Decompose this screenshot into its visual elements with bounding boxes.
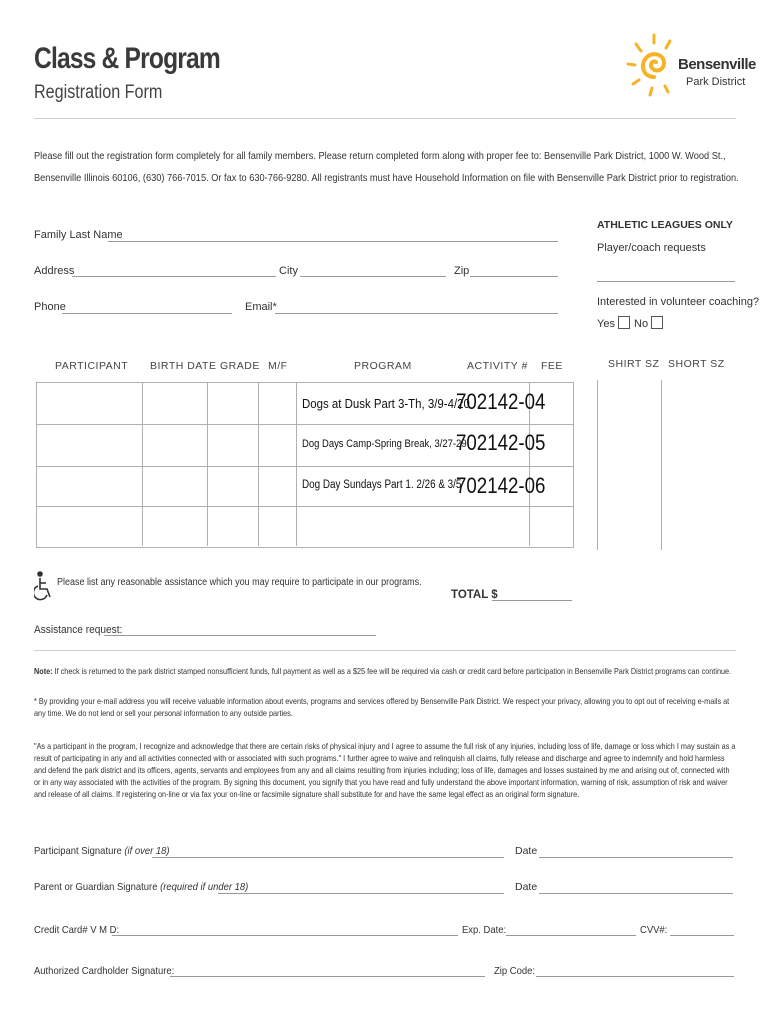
participant-signature-text: Participant Signature xyxy=(34,845,122,857)
authorized-signature-field[interactable] xyxy=(170,976,485,977)
volunteer-yes-checkbox[interactable] xyxy=(618,316,630,329)
address-label: Address xyxy=(34,265,75,277)
col-participant: PARTICIPANT xyxy=(55,360,129,372)
family-last-name-label: Family Last Name xyxy=(34,229,123,241)
credit-card-field[interactable] xyxy=(112,935,458,936)
volunteer-no-checkbox[interactable] xyxy=(651,316,663,329)
col-divider xyxy=(258,382,259,546)
col-mf: M/F xyxy=(268,360,288,372)
volunteer-no-label: No xyxy=(634,318,649,330)
nsf-note-text: If check is returned to the park district stamped nonsufficient funds, full payment as well as a $25 fee will be required via cash or credit card before participation in Bensenville Park District programs can continue. xyxy=(52,666,732,676)
row-2-program: Dog Days Camp-Spring Break, 3/27-29 xyxy=(302,438,467,450)
exp-date-label: Exp. Date: xyxy=(462,924,507,936)
row-divider xyxy=(36,506,573,507)
email-field[interactable] xyxy=(275,313,558,314)
logo-name: Bensenville xyxy=(678,56,756,73)
participant-signature-label xyxy=(34,845,170,857)
parent-signature-label xyxy=(34,881,248,893)
col-birth-date: BIRTH DATE xyxy=(150,360,217,372)
shirt-col-divider xyxy=(661,380,662,550)
row-2-activity: 702142-05 xyxy=(456,430,546,455)
participant-date-label: Date xyxy=(515,845,538,857)
volunteer-question: Interested in volunteer coaching? xyxy=(597,296,760,308)
nsf-note xyxy=(34,665,732,677)
zip-label: Zip xyxy=(454,265,470,277)
shirt-col-left xyxy=(597,380,598,550)
bensenville-logo xyxy=(626,32,756,102)
volunteer-yes[interactable] xyxy=(597,316,630,330)
assistance-note: Please list any reasonable assistance which you may require to participate in our programs. xyxy=(57,577,422,588)
city-field[interactable] xyxy=(300,276,446,277)
row-3-activity: 702142-06 xyxy=(456,473,546,498)
family-last-name-field[interactable] xyxy=(108,241,558,242)
row-3-program: Dog Day Sundays Part 1. 2/26 & 3/5 xyxy=(302,479,462,491)
phone-label: Phone xyxy=(34,301,66,313)
waiver-text: "As a participant in the program, I recognize and acknowledge that there are certain risks of physical injury and I agree to assume the full risk of any injuries, including loss of life, damage or loss which I may sustain as a result of participating in any and all activities connected with or associated with such programs." I further agree to waive and relinquish all claims, fully release and discharge and agree to indemnify and hold harmless and defend the park district and its officers, agents, servants and employees from any and all claims resulting from injuries including; loss of life, damages and losses sustained by me and arising out of, connected with or in any way associated with the activities of the program. By signing this document, you signify that you have read and fully understand the above important information, warning of risk, assumption of risk and waiver and release of all claims. If registering on-line or via fax your on-line or facsimile signature shall substitute for and have the same legal effect as an original form signature. xyxy=(34,741,736,799)
zip-code-field[interactable] xyxy=(536,976,734,977)
col-shirt-size: SHIRT SZ xyxy=(608,358,660,370)
logo-subname: Park District xyxy=(686,76,746,88)
cvv-label: CVV#: xyxy=(640,924,668,936)
form-subtitle: Registration Form xyxy=(34,82,163,103)
volunteer-yes-label: Yes xyxy=(597,318,615,330)
wheelchair-icon xyxy=(34,571,52,603)
player-coach-label: Player/coach requests xyxy=(597,242,706,254)
zip-field[interactable] xyxy=(470,276,558,277)
participant-date-field[interactable] xyxy=(539,857,733,858)
col-program: PROGRAM xyxy=(354,360,412,372)
cvv-field[interactable] xyxy=(670,935,734,936)
form-title: Class & Program xyxy=(34,42,220,75)
col-divider xyxy=(207,382,208,546)
participant-signature-field[interactable] xyxy=(152,857,504,858)
sun-swirl-icon xyxy=(626,32,686,102)
authorized-signature-label: Authorized Cardholder Signature: xyxy=(34,965,175,977)
col-activity: ACTIVITY # xyxy=(467,360,528,372)
email-label: Email* xyxy=(245,301,277,313)
volunteer-no[interactable] xyxy=(634,316,663,330)
player-coach-field[interactable] xyxy=(597,281,735,282)
col-grade: GRADE xyxy=(220,360,260,372)
participant-signature-note: (if over 18) xyxy=(121,845,170,857)
assistance-request-label: Assistance request: xyxy=(34,624,123,636)
total-label: TOTAL $ xyxy=(451,589,498,601)
col-divider xyxy=(142,382,143,546)
row-1-program: Dogs at Dusk Part 3-Th, 3/9-4/20 xyxy=(302,396,470,411)
col-divider xyxy=(296,382,297,546)
col-short-size: SHORT SZ xyxy=(668,358,725,370)
parent-signature-note: (required if under 18) xyxy=(157,881,249,893)
zip-code-label: Zip Code: xyxy=(494,965,535,977)
athletic-leagues-title: ATHLETIC LEAGUES ONLY xyxy=(597,219,733,231)
parent-signature-text: Parent or Guardian Signature xyxy=(34,881,158,893)
credit-card-label: Credit Card# V M D: xyxy=(34,924,120,936)
intro-line-2: Bensenville Illinois 60106, (630) 766-7015. Or fax to 630-766-9280. All registrants must have Household Information on file with Bensenville Park District prior to registration. xyxy=(34,172,739,184)
parent-date-label: Date xyxy=(515,881,538,893)
nsf-note-bold: Note: xyxy=(34,666,53,676)
intro-line-1: Please fill out the registration form completely for all family members. Please return completed form along with proper fee to: Bensenville Park District, 1000 W. Wood St., xyxy=(34,150,726,162)
header-divider xyxy=(34,118,736,119)
section-divider xyxy=(34,650,736,651)
city-label: City xyxy=(279,265,298,277)
parent-signature-field[interactable] xyxy=(218,893,504,894)
total-field[interactable] xyxy=(492,600,572,601)
assistance-request-field[interactable] xyxy=(104,635,376,636)
address-field[interactable] xyxy=(72,276,276,277)
row-divider xyxy=(36,466,573,467)
email-privacy-note: * By providing your e-mail address you will receive valuable information about events, programs and services offered by Bensenville Park District. We respect your privacy, allowing you to opt out of receiving e-mails at any time. We do not lend or sell your personal information to any outside parties. xyxy=(34,696,730,718)
row-divider xyxy=(36,424,573,425)
parent-date-field[interactable] xyxy=(539,893,733,894)
phone-field[interactable] xyxy=(62,313,232,314)
row-1-activity: 702142-04 xyxy=(456,389,546,414)
exp-date-field[interactable] xyxy=(506,935,636,936)
col-fee: FEE xyxy=(541,360,563,372)
